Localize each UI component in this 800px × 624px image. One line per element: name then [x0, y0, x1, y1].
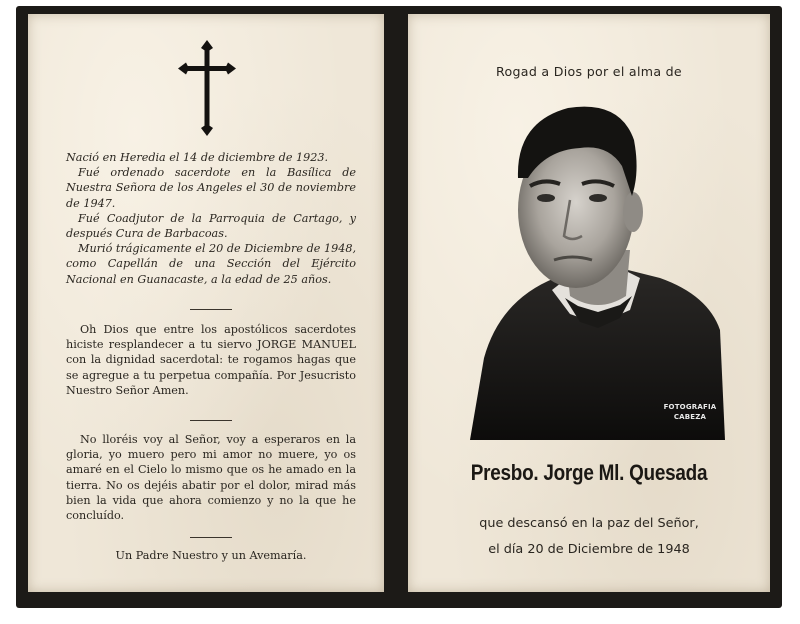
bio-death: Murió trágicamente el 20 de Diciembre de 1948, como Capellán de una Sección del Ejército Nacional en Guanacaste, a la edad de 25 años. [66, 242, 356, 286]
divider [190, 420, 232, 421]
prayer [66, 322, 356, 398]
biography [66, 150, 356, 287]
priest-portrait [470, 100, 725, 440]
deceased-name: Presbo. Jorge Ml. Quesada [470, 460, 708, 485]
header-text: Rogad a Dios por el alma de [496, 64, 682, 79]
divider [190, 537, 232, 538]
rest-line-2: el día 20 de Diciembre de 1948 [488, 542, 690, 557]
bio-parish: Fué Coadjutor de la Parroquia de Cartago, y después Cura de Barbacoas. [66, 211, 356, 241]
quote-text: No lloréis voy al Señor, voy a esperaros en la gloria, yo muero pero mi amor no muere, yo os amaré en el Cielo lo mismo que os he amado en la tierra. No os dejéis abatir por el dolor, mirad más bien la vida que ahora comienzo y no la que he concluído. [66, 433, 356, 523]
closing-prayer: Un Padre Nuestro y un Avemaría. [115, 549, 307, 562]
divider [190, 309, 232, 310]
cross-icon [178, 40, 236, 136]
bio-ordination: Fué ordenado sacerdote en la Basílica de Nuestra Señora de los Angeles el 30 de noviembre de 1947. [66, 166, 356, 210]
photo-credit-line: FOTOGRAFIA [663, 403, 717, 411]
prayer-text: Oh Dios que entre los apostólicos sacerdotes hiciste resplandecer a tu siervo JORGE MANUEL con la dignidad sacerdotal: te rogamos hagas que se agregue a tu perpetua compañía. Por Jesucristo Nuestro Señor Amen. [66, 323, 356, 397]
photo-credit-stamp [658, 402, 722, 422]
rest-line-1: que descansó en la paz del Señor, [479, 516, 699, 531]
photo-credit-line: CABEZA [673, 413, 707, 421]
farewell-quote [66, 432, 356, 523]
bio-birth: Nació en Heredia el 14 de diciembre de 1923. [66, 151, 329, 164]
